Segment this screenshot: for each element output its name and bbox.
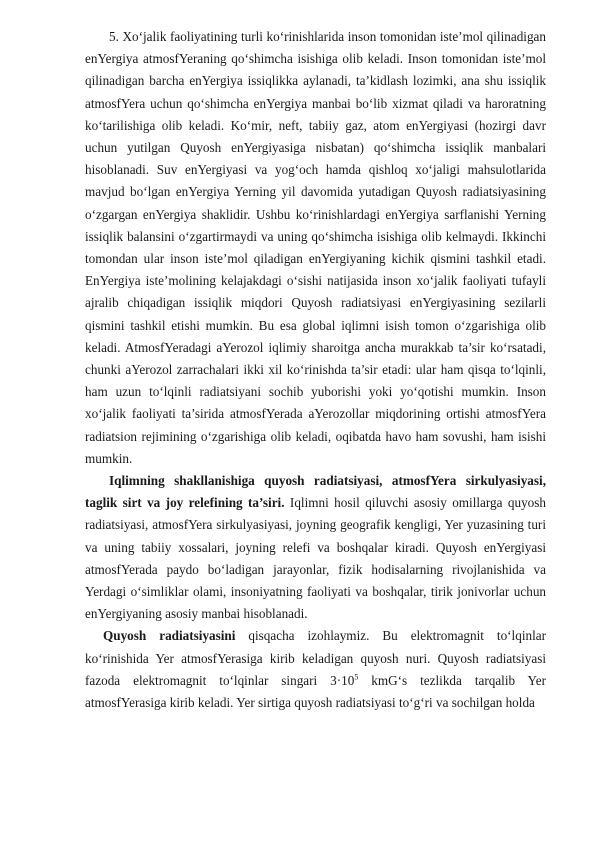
paragraph-3-heading: Quyosh radiatsiyasini: [103, 628, 236, 644]
paragraph-3-body-b: kmG‘s tezlikda tarqalib Yer atmosfYerasiga kirib keladi. Yer sirtiga quyosh radiatsiyasi to‘g‘ri va sochilgan holda: [85, 672, 546, 711]
paragraph-2-body: Iqlimni hosil qiluvchi asosiy omillarga quyosh radiatsiyasi, atmosfYera sirkulyasiyasi, joyning geografik kengligi, Yer yuzasining turi va uning tabiiy xossalari, joyning relefi va boshqalar kiradi. Quyosh enYergiyasi atmosfYerada paydo bo‘ladigan jarayonlar, fizik hodisalarning rivojlanishida va Yerdagi o‘simliklar olami, insoniyatning faoliyati va boshqalar, tirik jonivorlar uchun enYergiyaning asosiy manbai hisoblanadi.: [85, 495, 547, 622]
paragraph-2-heading: Iqlimning shakllanishiga quyosh radiatsiyasi, atmosfYera sirkulyasiyasi, taglik sirt va joy relefining ta’siri.: [85, 473, 546, 511]
paragraph-2: [85, 470, 546, 625]
paragraph-3: [85, 625, 546, 714]
paragraph-3-body-a: qisqacha izohlaymiz. Bu elektromagnit to‘lqinlar ko‘rinishida Yer atmosfYerasiga kirib keladigan quyosh nuri. Quyosh radiatsiyasi fazoda elektromagnit to‘lqinlar singari 3·10: [85, 628, 546, 688]
paragraph-3-exponent: 5: [354, 672, 359, 682]
paragraph-1: 5. Xo‘jalik faoliyatining turli ko‘rinishlarida inson tomonidan iste’mol qilinadigan enYergiya atmosfYeraning qo‘shimcha isishiga olib keladi. Inson tomonidan iste’mol qilinadigan barcha enYergiya issiqlikka aylanadi, ta’kidlash lozimki, ana shu issiqlik atmosfYera uchun qo‘shimcha enYergiya manbai bo‘lib xizmat qiladi va haroratning ko‘tarilishiga olib keladi. Ko‘mir, neft, tabiiy gaz, atom enYergiyasi (hozirgi davr uchun yutilgan Quyosh enYergiyasiga nisbatan) qo‘shimcha issiqlik manbalari hisoblanadi. Suv enYergiyasi va yog‘och hamda qishloq xo‘jaligi mahsulotlarida mavjud bo‘lgan enYergiya Yerning yil davomida yutadigan Quyosh radiatsiyasining o‘zgargan enYergiya shaklidir. Ushbu ko‘rinishlardagi enYergiya sarflanishi Yerning issiqlik balansini o‘zgartirmaydi va uning qo‘shimcha isishiga olib kelmaydi. Ikkinchi tomondan ular inson iste’mol qiladigan enYergiyaning kichik qismini tashkil etadi. EnYergiya iste’molining kelajakdagi o‘sishi natijasida inson xo‘jalik faoliyati tufayli ajralib chiqadigan issiqlik miqdori Quyosh radiatsiyasi enYergiyasining sezilarli qismini tashkil etishi mumkin. Bu esa global iqlimni isish tomon o‘zgarishiga olib keladi. AtmosfYeradagi aYerozol iqlimiy sharoitga ancha murakkab ta’sir ko‘rsatadi, chunki aYerozol zarrachalari ikki xil ko‘rinishda ta’sir etadi: ular ham qisqa to‘lqinli, ham uzun to‘lqinli radiatsiyani sochib yuborishi yoki yo‘qotishi mumkin. Inson xo‘jalik faoliyati ta’sirida atmosfYerada aYerozollar miqdorining ortishi atmosfYera radiatsion rejimining o‘zgarishiga olib keladi, oqibatda havo ham sovushi, ham isishi mumkin.: [85, 29, 546, 466]
